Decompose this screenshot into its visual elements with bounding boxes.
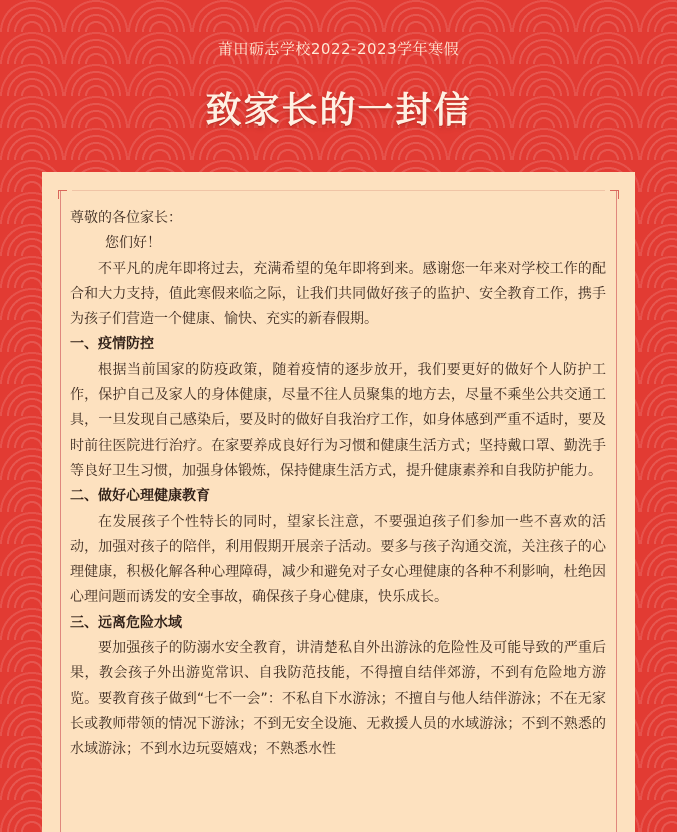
frame-corner-top-right [610,190,619,199]
letter-intro: 不平凡的虎年即将过去，充满希望的兔年即将到来。感谢您一年来对学校工作的配合和大力支持，值此寒假来临之际，让我们共同做好孩子的监护、安全教育工作，携手为孩子们营造一个健康、愉快、充实的新春假期。 [70,260,606,328]
section-body-water-safety: 要加强孩子的防溺水安全教育，讲清楚私自外出游泳的危险性及可能导致的严重后果，教会孩子外出游览常识、自我防范技能，不得擅自结伴郊游，不到有危险地方游览。要教育孩子做到“七不一会”：不私自下水游泳；不擅自与他人结伴游泳；不在无家长或教师带领的情况下游泳；不到无安全设施、无救援人员的水域游泳；不到不熟悉的水域游泳；不到水边玩耍嬉戏；不熟悉水性 [70,640,606,758]
section-heading-water-safety: 三、远离危险水域 [70,614,182,631]
letter-hello: 您们好！ [105,235,161,252]
letter-greeting: 尊敬的各位家长： [70,210,182,226]
frame-corner-top-left [58,190,67,199]
school-subtitle: 莆田砺志学校2022-2023学年寒假 [217,40,460,58]
letter-body [70,206,606,763]
section-body-epidemic: 根据当前国家的防疫政策，随着疫情的逐步放开，我们要更好的做好个人防护工作，保护自己及家人的身体健康，尽量不往人员聚集的地方去，尽量不乘坐公共交通工具，一旦发现自己感染后，要及时的做好自我治疗工作，如身体感到严重不适时，要及时前往医院进行治疗。在家要养成良好行为习惯和健康生活方式；坚持戴口罩、勤洗手等良好卫生习惯，加强身体锻炼，保持健康生活方式，提升健康素养和自我防护能力。 [70,361,606,479]
section-heading-epidemic: 一、疫情防控 [70,336,154,353]
frame-right-line [616,190,617,832]
frame-top-line [72,190,605,191]
page-header [0,0,677,170]
letter-title: 致家长的一封信 [205,90,472,131]
section-body-mental-health: 在发展孩子个性特长的同时，望家长注意，不要强迫孩子们参加一些不喜欢的活动，加强对孩子的陪伴，利用假期开展亲子活动。要多与孩子沟通交流，关注孩子的心理健康，积极化解各种心理障碍，减少和避免对子女心理健康的各种不利影响，杜绝因心理问题而诱发的安全事故，确保孩子身心健康，快乐成长。 [70,513,606,606]
frame-left-line [60,190,61,832]
section-heading-mental-health: 二、做好心理健康教育 [70,488,210,505]
